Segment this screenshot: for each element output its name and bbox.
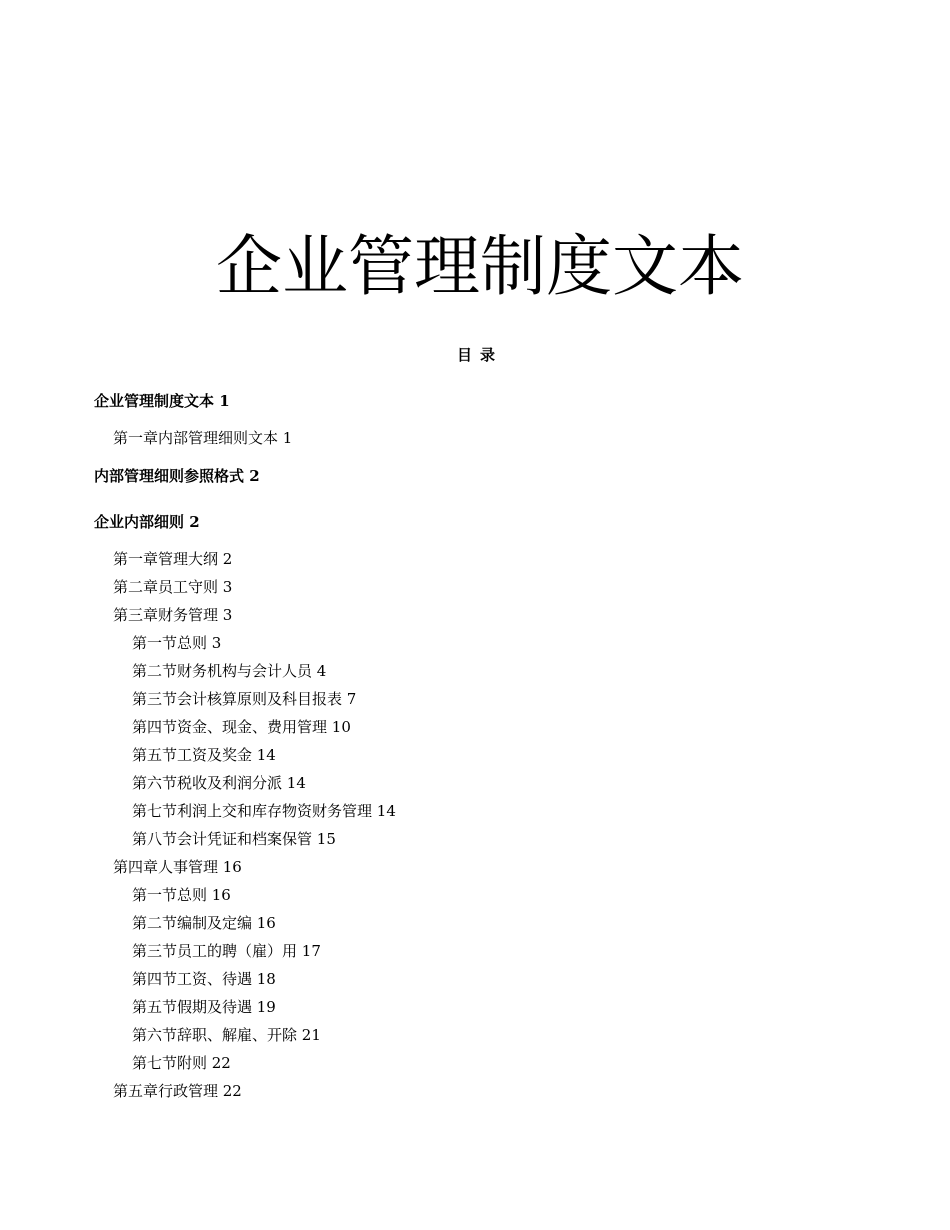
toc-entry[interactable]: 第四节工资、待遇 18: [132, 970, 276, 988]
toc-entry[interactable]: 第六节辞职、解雇、开除 21: [132, 1026, 321, 1044]
toc-entry[interactable]: 第四章人事管理 16: [113, 858, 242, 876]
toc-entry[interactable]: 第八节会计凭证和档案保管 15: [132, 830, 336, 848]
toc-entry[interactable]: 第三章财务管理 3: [113, 606, 233, 624]
toc-entry[interactable]: 企业管理制度文本 1: [94, 392, 230, 410]
toc-entry[interactable]: 企业内部细则 2: [94, 513, 200, 531]
toc-entry[interactable]: 第一节总则 16: [132, 886, 231, 904]
toc-entry[interactable]: 第四节资金、现金、费用管理 10: [132, 718, 351, 736]
toc-entry[interactable]: 第二节编制及定编 16: [132, 914, 276, 932]
document-title: 企业管理制度文本: [216, 228, 744, 305]
toc-entry[interactable]: 第二章员工守则 3: [113, 578, 233, 596]
toc-entry[interactable]: 第六节税收及利润分派 14: [132, 774, 306, 792]
toc-entry[interactable]: 第三节员工的聘（雇）用 17: [132, 942, 321, 960]
toc-entry[interactable]: 第一章管理大纲 2: [113, 550, 233, 568]
toc-entry[interactable]: 第一节总则 3: [132, 634, 222, 652]
toc-entry[interactable]: 第三节会计核算原则及科目报表 7: [132, 690, 357, 708]
toc-entry[interactable]: 内部管理细则参照格式 2: [94, 467, 260, 485]
toc-entry[interactable]: 第一章内部管理细则文本 1: [113, 429, 293, 447]
toc-heading: 目录: [456, 346, 503, 364]
toc-entry[interactable]: 第五节假期及待遇 19: [132, 998, 276, 1016]
toc-entry[interactable]: 第二节财务机构与会计人员 4: [132, 662, 327, 680]
toc-entry[interactable]: 第五章行政管理 22: [113, 1082, 242, 1100]
toc-entry[interactable]: 第七节附则 22: [132, 1054, 231, 1072]
toc-entry[interactable]: 第七节利润上交和库存物资财务管理 14: [132, 802, 396, 820]
toc-entry[interactable]: 第五节工资及奖金 14: [132, 746, 276, 764]
